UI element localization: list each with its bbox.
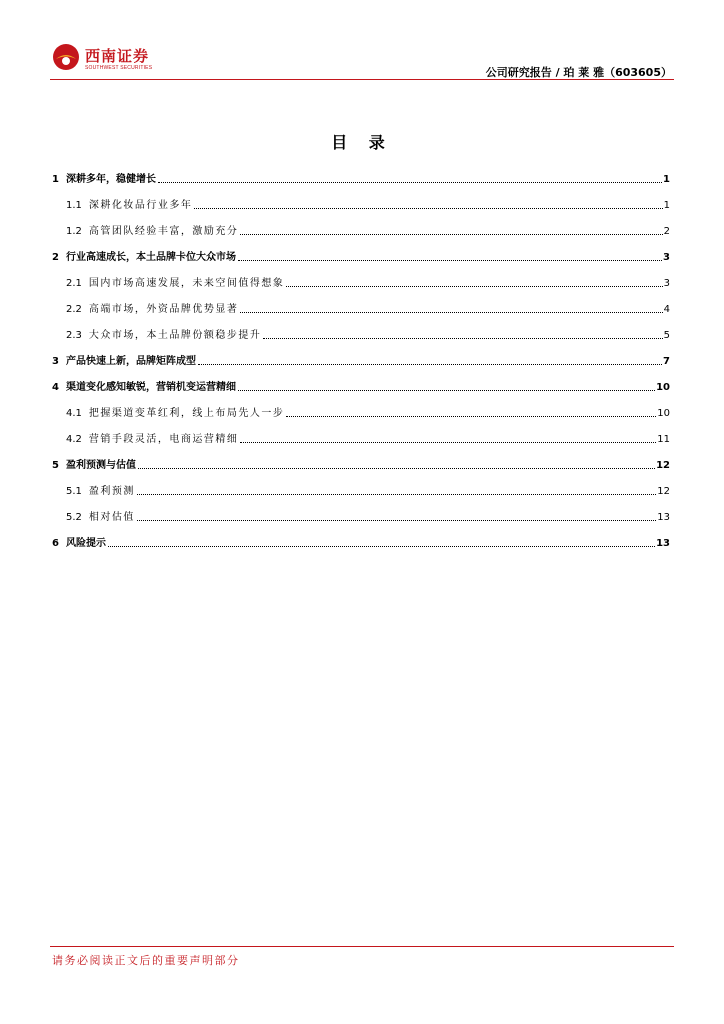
toc-entry[interactable] (52, 404, 670, 420)
toc-entry-page: 1 (663, 174, 670, 185)
toc-entry-label: 风险提示 (65, 538, 106, 549)
toc-entry-number: 2.3 (66, 330, 82, 341)
company-logo (52, 43, 162, 75)
toc-entry-number: 2.1 (66, 278, 82, 289)
toc-entry-label: 产品快速上新，品牌矩阵成型 (65, 356, 196, 367)
toc-entry[interactable] (52, 300, 670, 316)
toc-entry-page: 4 (663, 304, 670, 315)
footer-disclaimer: 请务必阅读正文后的重要声明部分 (52, 954, 240, 967)
toc-entry[interactable] (52, 196, 670, 212)
toc-entry-page: 3 (663, 278, 670, 289)
toc-entry[interactable] (52, 352, 670, 368)
toc-entry-number: 5 (52, 460, 59, 471)
logo-english-name: SOUTHWEST SECURITIES (85, 65, 153, 71)
toc-entry[interactable] (52, 274, 670, 290)
toc-entry-number: 1.1 (66, 200, 82, 211)
toc-entry-label: 高管团队经验丰富，激励充分 (88, 226, 239, 237)
toc-entry-number: 4.1 (66, 408, 82, 419)
toc-leader-dots (137, 494, 656, 495)
toc-leader-dots (108, 546, 655, 547)
report-header-title: 公司研究报告 / 珀 莱 雅（603605） (485, 66, 672, 79)
toc-entry-label: 渠道变化感知敏锐，营销机变运营精细 (65, 382, 236, 393)
toc-entry-label: 深耕多年，稳健增长 (65, 174, 156, 185)
toc-leader-dots (194, 208, 662, 209)
toc-entry-number: 4.2 (66, 434, 82, 445)
toc-leader-dots (240, 312, 662, 313)
toc-leader-dots (198, 364, 662, 365)
header-divider (50, 79, 674, 80)
toc-leader-dots (158, 182, 662, 183)
logo-chinese-name: 西南证券 (85, 47, 150, 65)
toc-title: 目 录 (331, 133, 393, 152)
toc-entry-label: 国内市场高速发展，未来空间值得想象 (88, 278, 285, 289)
toc-entry-label: 盈利预测 (88, 486, 135, 497)
toc-entry-number: 4 (52, 382, 59, 393)
toc-entry-page: 7 (663, 356, 670, 367)
toc-entry-page: 5 (663, 330, 670, 341)
toc-entry[interactable] (52, 456, 670, 472)
toc-entry-label: 盈利预测与估值 (65, 460, 136, 471)
toc-entry-page: 2 (663, 226, 670, 237)
toc-entry[interactable] (52, 430, 670, 446)
toc-entry[interactable] (52, 326, 670, 342)
toc-entry-number: 1.2 (66, 226, 82, 237)
toc-entry-number: 5.1 (66, 486, 82, 497)
southwest-securities-logo-icon (52, 43, 80, 71)
toc-entry[interactable] (52, 170, 670, 186)
toc-entry-page: 11 (657, 434, 670, 445)
toc-leader-dots (238, 260, 662, 261)
toc-entry[interactable] (52, 248, 670, 264)
toc-entry-number: 1 (52, 174, 59, 185)
toc-entry-label: 行业高速成长，本土品牌卡位大众市场 (65, 252, 236, 263)
toc-leader-dots (240, 234, 662, 235)
toc-leader-dots (138, 468, 655, 469)
toc-entry-page: 10 (656, 382, 670, 393)
toc-entry-number: 5.2 (66, 512, 82, 523)
toc-entry-label: 高端市场，外资品牌优势显著 (88, 304, 239, 315)
toc-entry-page: 13 (656, 538, 670, 549)
footer-divider (50, 946, 674, 947)
toc-leader-dots (238, 390, 655, 391)
toc-entry-page: 12 (657, 486, 670, 497)
toc-entry-number: 6 (52, 538, 59, 549)
toc-entry-page: 1 (663, 200, 670, 211)
toc-leader-dots (263, 338, 662, 339)
toc-entry-label: 大众市场，本土品牌份额稳步提升 (88, 330, 262, 341)
toc-entry-page: 12 (656, 460, 670, 471)
toc-entry-page: 13 (657, 512, 670, 523)
toc-entry-number: 2.2 (66, 304, 82, 315)
toc-entry[interactable] (52, 482, 670, 498)
toc-entry-number: 3 (52, 356, 59, 367)
toc-entry[interactable] (52, 508, 670, 524)
toc-entry[interactable] (52, 378, 670, 394)
toc-entry-label: 把握渠道变革红利，线上布局先人一步 (88, 408, 285, 419)
toc-leader-dots (286, 416, 656, 417)
toc-leader-dots (137, 520, 656, 521)
toc-leader-dots (286, 286, 662, 287)
toc-entry[interactable] (52, 534, 670, 550)
toc-entry-page: 10 (657, 408, 670, 419)
toc-entry[interactable] (52, 222, 670, 238)
toc-entry-number: 2 (52, 252, 59, 263)
toc-leader-dots (240, 442, 656, 443)
toc-entry-label: 营销手段灵活，电商运营精细 (88, 434, 239, 445)
toc-entry-page: 3 (663, 252, 670, 263)
toc-entry-label: 深耕化妆品行业多年 (88, 200, 193, 211)
toc-entry-label: 相对估值 (88, 512, 135, 523)
